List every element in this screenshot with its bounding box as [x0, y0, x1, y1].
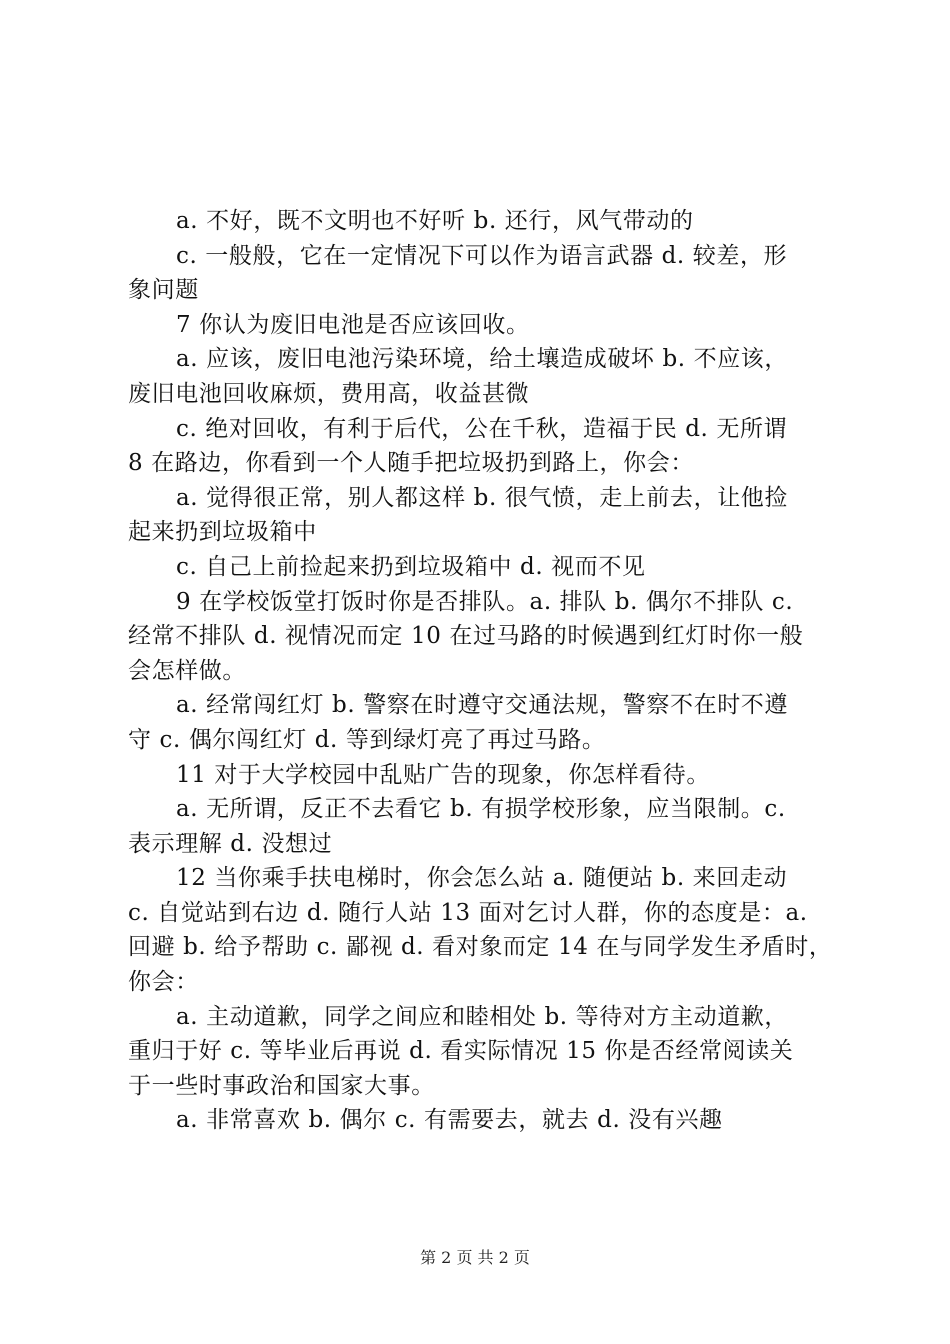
text-line: 7 你认为废旧电池是否应该回收。 [176, 311, 530, 338]
text-line: a. 觉得很正常，别人都这样 b. 很气愤，走上前去，让他捡 [176, 484, 788, 511]
text-line: 重归于好 c. 等毕业后再说 d. 看实际情况 15 你是否经常阅读关 [128, 1038, 794, 1065]
text-line: 表示理解 d. 没想过 [128, 830, 333, 857]
text-line: 9 在学校饭堂打饭时你是否排队。a. 排队 b. 偶尔不排队 c. [176, 588, 794, 615]
page-footer: 第 2 页 共 2 页 [420, 1248, 530, 1267]
text-line: 回避 b. 给予帮助 c. 鄙视 d. 看对象而定 14 在与同学发生矛盾时， [128, 934, 833, 961]
text-line: 你会： [128, 969, 199, 996]
text-line: a. 非常喜欢 b. 偶尔 c. 有需要去，就去 d. 没有兴趣 [176, 1107, 723, 1134]
text-line: c. 绝对回收，有利于后代，公在千秋，造福于民 d. 无所谓 [176, 415, 788, 442]
text-line: a. 主动道歉，同学之间应和睦相处 b. 等待对方主动道歉， [176, 1003, 788, 1030]
text-line: 象问题 [128, 277, 199, 304]
text-line: 会怎样做。 [128, 657, 246, 684]
text-line: c. 自觉站到右边 d. 随行人站 13 面对乞讨人群，你的态度是：a. [128, 899, 808, 926]
text-line: a. 无所谓，反正不去看它 b. 有损学校形象，应当限制。c. [176, 796, 786, 823]
text-line: 废旧电池回收麻烦，费用高，收益甚微 [128, 380, 530, 407]
text-line: 于一些时事政治和国家大事。 [128, 1072, 435, 1099]
text-line: c. 一般般，它在一定情况下可以作为语言武器 d. 较差，形 [176, 242, 788, 269]
document-body [128, 204, 834, 1138]
text-line: 11 对于大学校园中乱贴广告的现象，你怎样看待。 [176, 761, 710, 788]
text-line: a. 不好，既不文明也不好听 b. 还行，风气带动的 [176, 208, 694, 234]
text-line: c. 自己上前捡起来扔到垃圾箱中 d. 视而不见 [176, 553, 646, 580]
text-line: 8 在路边，你看到一个人随手把垃圾扔到路上，你会： [128, 450, 694, 477]
text-line: 经常不排队 d. 视情况而定 10 在过马路的时候遇到红灯时你一般 [128, 623, 804, 650]
text-line: 起来扔到垃圾箱中 [128, 519, 317, 546]
text-line: 12 当你乘手扶电梯时，你会怎么站 a. 随便站 b. 来回走动 [176, 865, 788, 892]
text-line: 守 c. 偶尔闯红灯 d. 等到绿灯亮了再过马路。 [128, 726, 606, 753]
text-line: a. 经常闯红灯 b. 警察在时遵守交通法规，警察不在时不遵 [176, 692, 788, 719]
text-line: a. 应该，废旧电池污染环境，给土壤造成破坏 b. 不应该， [176, 346, 788, 373]
